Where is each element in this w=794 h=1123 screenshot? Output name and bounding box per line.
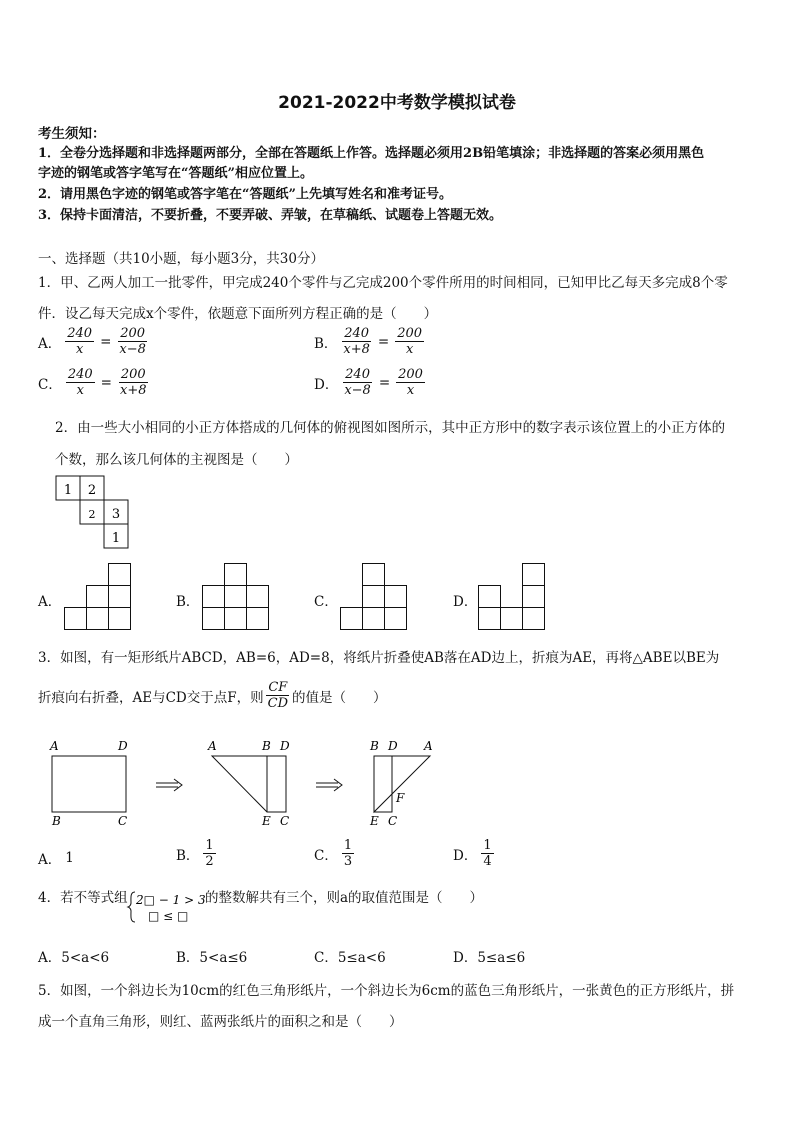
svg-text:B: B (52, 814, 61, 828)
q3-stem-line2: 折痕向右折叠，AE与CD交于点F，则 $\frac{CF}{CD}$ 的值是（ ） (38, 680, 387, 711)
svg-text:A: A (208, 739, 217, 753)
q2-top-view-grid (50, 470, 140, 552)
svg-text:C: C (388, 814, 398, 828)
fraction: $\frac{200}{x}$ (397, 326, 423, 357)
svg-text:2□ − 1 > 3: 2□ − 1 > 3 (136, 893, 206, 907)
fraction: $\frac{240}{x+8}$ (343, 326, 370, 357)
svg-text:E: E (262, 814, 271, 828)
svg-text:D: D (388, 739, 398, 753)
arrow-icon (316, 779, 342, 791)
q1-option-c[interactable]: C． $\frac{240}{x}$ = $\frac{200}{x+8}$ (38, 367, 147, 398)
fraction: $\frac{240}{x-8}$ (344, 367, 371, 398)
q2-option-c-figure[interactable] (338, 560, 410, 632)
svg-text:A: A (50, 739, 59, 753)
svg-text:F: F (396, 791, 405, 805)
q2-option-a-label[interactable]: A． (38, 594, 62, 610)
svg-text:B: B (370, 739, 379, 753)
q3-option-b[interactable]: B． $\frac{1}{2}$ (176, 838, 214, 869)
q1-option-d[interactable]: D． $\frac{240}{x-8}$ = $\frac{200}{x}$ (314, 367, 423, 398)
grid-cell-4: 3 (111, 507, 121, 522)
grid-cell-2: 2 (87, 483, 97, 498)
q2-option-a-figure[interactable] (62, 560, 134, 632)
svg-text:D: D (280, 739, 290, 753)
rectangle-abcd (52, 756, 126, 812)
svg-text:D: D (118, 739, 128, 753)
q2-option-b-figure[interactable] (200, 560, 272, 632)
q1-stem-line1: 1．甲、乙两人加工一批零件，甲完成240个零件与乙完成200个零件所用的时间相同，已知甲比乙每天多完成8个零 (38, 275, 728, 291)
q4-option-c[interactable]: C．5≤a<6 (314, 950, 386, 966)
fraction: $\frac{200}{x}$ (398, 367, 423, 398)
q2-stem-line1: 2．由一些大小相同的小正方体搭成的几何体的俯视图如图所示，其中正方形中的数字表示该位置上的小正方体的 (55, 420, 726, 436)
svg-text:A: A (424, 739, 433, 753)
svg-text:□ ≤ □: □ ≤ □ (148, 909, 189, 923)
q4-option-a[interactable]: A．5<a<6 (38, 950, 110, 966)
notice-line-1: 1．全卷分选择题和非选择题两部分，全部在答题纸上作答。选择题必须用2B铅笔填涂；非选择题的答案必须用黑色 (38, 146, 705, 161)
q2-option-c-label[interactable]: C． (314, 594, 338, 610)
q4-inequality-system (126, 890, 206, 924)
option-label: B． (314, 335, 338, 352)
q2-option-d-label[interactable]: D． (453, 594, 478, 610)
page-title: 2021-2022中考数学模拟试卷 (278, 93, 516, 113)
section-heading: 一、选择题（共10小题，每小题3分，共30分） (38, 251, 324, 267)
option-label: A． (38, 335, 62, 352)
q3-option-c[interactable]: C． $\frac{1}{3}$ (314, 838, 353, 869)
q4-option-d[interactable]: D．5≤a≤6 (453, 950, 526, 966)
q2-option-d-figure[interactable] (476, 560, 548, 632)
q5-stem-line2: 成一个直角三角形，则红、蓝两张纸片的面积之和是（ ） (38, 1014, 403, 1030)
fraction: $\frac{200}{x+8}$ (119, 367, 147, 398)
notice-heading: 考生须知： (38, 126, 106, 142)
q3-stem-line1: 3．如图，有一矩形纸片ABCD，AB=6，AD=8，将纸片折叠使AB落在AD边上，折痕为AE，再将△ABE以BE为 (38, 650, 720, 666)
fraction: $\frac{200}{x-8}$ (119, 326, 146, 357)
q2-option-b-label[interactable]: B． (176, 594, 200, 610)
q1-option-b[interactable]: B． $\frac{240}{x+8}$ = $\frac{200}{x}$ (314, 326, 423, 357)
grid-cell-5: 1 (111, 531, 121, 546)
svg-text:E: E (370, 814, 379, 828)
notice-line-2: 字迹的钢笔或答字笔写在“答题纸”相应位置上。 (38, 166, 313, 181)
notice-line-4: 3．保持卡面清洁，不要折叠，不要弄破、弄皱，在草稿纸、试题卷上答题无效。 (38, 208, 503, 223)
notice-line-3: 2．请用黑色字迹的钢笔或答字笔在“答题纸”上先填写姓名和准考证号。 (38, 187, 453, 202)
q1-option-a[interactable]: A． $\frac{240}{x}$ = $\frac{200}{x-8}$ (38, 326, 146, 357)
q4-suffix: 的整数解共有三个，则a的取值范围是（ ） (205, 890, 484, 906)
grid-cell-3: 2 (88, 508, 96, 521)
option-label: C． (38, 376, 62, 393)
q4-option-b[interactable]: B．5<a≤6 (176, 950, 248, 966)
fraction: $\frac{240}{x}$ (67, 326, 93, 357)
svg-text:B: B (262, 739, 271, 753)
folded-shape-1 (212, 756, 286, 812)
q3-option-a[interactable]: A． 1 (38, 850, 74, 868)
q1-stem-line2: 件．设乙每天完成x个零件，依题意下面所列方程正确的是（ ） (38, 306, 438, 322)
q2-stem-line2: 个数，那么该几何体的主视图是（ ） (55, 452, 298, 468)
option-label: D． (314, 376, 339, 393)
q3-option-d[interactable]: D． $\frac{1}{4}$ (453, 838, 492, 869)
q3-folding-diagram (40, 735, 450, 830)
fraction: $\frac{240}{x}$ (67, 367, 93, 398)
q4-prefix: 4．若不等式组 (38, 890, 128, 906)
svg-text:C: C (118, 814, 128, 828)
svg-text:C: C (280, 814, 290, 828)
grid-cell-1: 1 (63, 483, 73, 498)
q5-stem-line1: 5．如图，一个斜边长为10cm的红色三角形纸片，一个斜边长为6cm的蓝色三角形纸片，一张黄色的正方形纸片，拼 (38, 983, 735, 999)
arrow-icon (156, 779, 182, 791)
